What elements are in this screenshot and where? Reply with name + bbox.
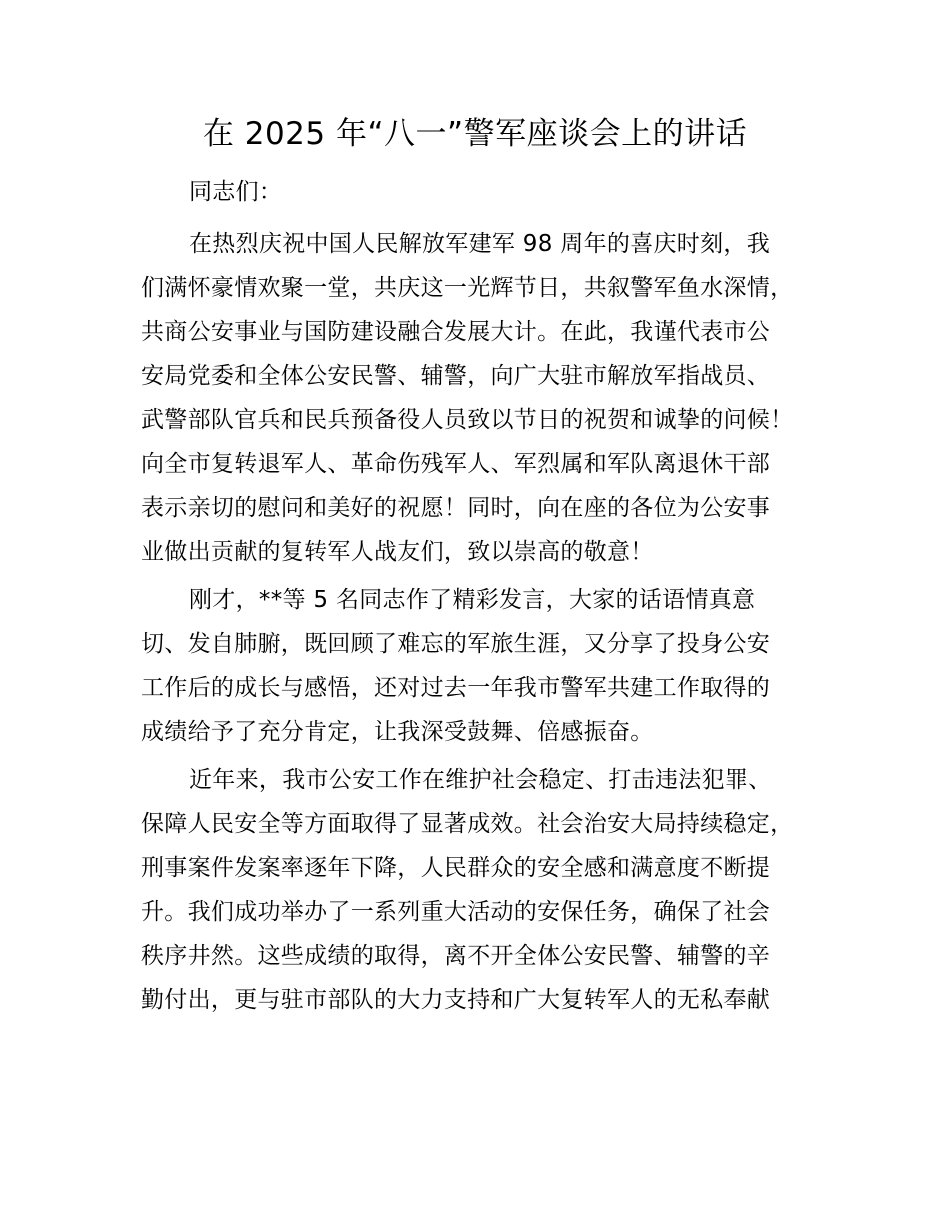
paragraph-line: 保障人民安全等方面取得了显著成效。社会治安大局持续稳定， xyxy=(141,811,794,837)
document-title: 在 2025 年“八一”警军座谈会上的讲话 xyxy=(202,116,748,152)
paragraph-line: 们满怀豪情欢聚一堂，共庆这一光辉节日，共叙警军鱼水深情， xyxy=(141,275,794,301)
paragraph-line: 业做出贡献的复转军人战友们，致以崇高的敬意！ xyxy=(141,539,654,565)
paragraph-line: 工作后的成长与感悟，还对过去一年我市警军共建工作取得的 xyxy=(141,675,771,701)
paragraph-line: 切、发自肺腑，既回顾了难忘的军旅生涯，又分享了投身公安 xyxy=(141,631,771,657)
paragraph-line: 安局党委和全体公安民警、辅警，向广大驻市解放军指战员、 xyxy=(141,363,771,389)
paragraph-line: 近年来，我市公安工作在维护社会稳定、打击违法犯罪、 xyxy=(189,767,772,793)
paragraph-line: 武警部队官兵和民兵预备役人员致以节日的祝贺和诚挚的问候！ xyxy=(141,407,794,433)
paragraph-line: 升。我们成功举办了一系列重大活动的安保任务，确保了社会 xyxy=(141,899,771,925)
paragraph-3 xyxy=(141,758,841,1022)
greeting xyxy=(141,170,841,214)
paragraph-line: 成绩给予了充分肯定，让我深受鼓舞、倍感振奋。 xyxy=(141,719,654,745)
paragraph-line: 向全市复转退军人、革命伤残军人、军烈属和军队离退休干部 xyxy=(141,451,771,477)
paragraph-line: 共商公安事业与国防建设融合发展大计。在此，我谨代表市公 xyxy=(141,319,771,345)
paragraph-line: 在热烈庆祝中国人民解放军建军 98 周年的喜庆时刻，我 xyxy=(189,231,770,257)
paragraph-line: 勤付出，更与驻市部队的大力支持和广大复转军人的无私奉献 xyxy=(141,987,771,1013)
paragraph-1 xyxy=(141,222,841,574)
greeting-line: 同志们： xyxy=(189,179,283,205)
paragraph-line: 表示亲切的慰问和美好的祝愿！同时，向在座的各位为公安事 xyxy=(141,495,771,521)
paragraph-line: 秩序井然。这些成绩的取得，离不开全体公安民警、辅警的辛 xyxy=(141,943,771,969)
paragraph-2 xyxy=(141,578,841,754)
paragraph-line: 刚才，**等 5 名同志作了精彩发言，大家的话语情真意 xyxy=(189,587,756,613)
paragraph-line: 刑事案件发案率逐年下降，人民群众的安全感和满意度不断提 xyxy=(141,855,771,881)
